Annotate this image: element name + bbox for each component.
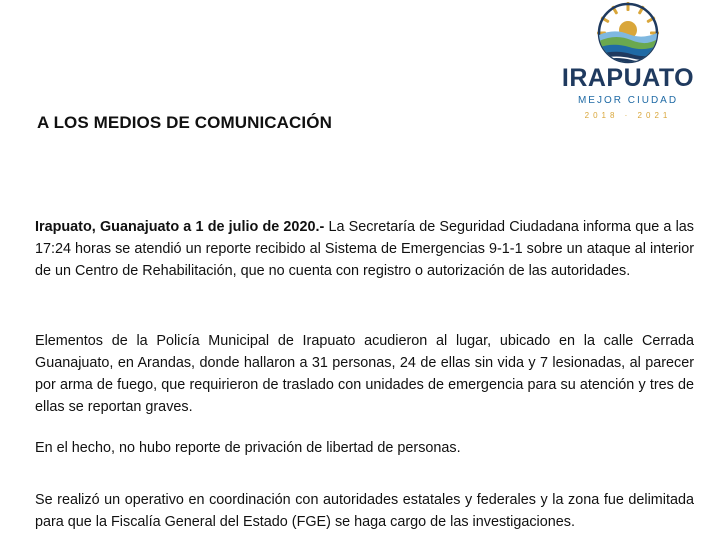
paragraph-police-response: Elementos de la Policía Municipal de Irapuato acudieron al lugar, ubicado en la calle Cerrada Guanajuato, en Arandas, donde hallaron a 31 personas, 24 de ellas sin vida y 7 lesionadas, al parecer por arma de fuego, que requirieron de traslado con unidades de emergencia para su atención y tres de ellas se reportan graves. [35,333,694,415]
irapuato-logo [548,0,708,126]
page-heading: A LOS MEDIOS DE COMUNICACIÓN [37,113,332,132]
paragraph-intro-text: La Secretaría de Seguridad Ciudadana informa que a las 17:24 horas se atendió un reporte recibido al Sistema de Emergencias 9-1-1 sobre un ataque al interior de un Centro de Rehabilitación, que no cuenta con registro o autorización de las autoridades. [35,219,694,279]
logo-years: 2018 · 2021 [584,111,672,120]
logo-city-name: IRAPUATO [561,64,695,92]
logo-tagline: MEJOR CIUDAD [577,95,679,106]
paragraph-lead-dateline: Irapuato, Guanajuato a 1 de julio de 2020.- [35,219,325,235]
sun-landscape-icon [593,0,663,66]
paragraph-intro [35,216,694,282]
paragraph-no-kidnapping: En el hecho, no hubo reporte de privación de libertad de personas. [35,440,461,456]
paragraph-operation: Se realizó un operativo en coordinación con autoridades estatales y federales y la zona fue delimitada para que la Fiscalía General del Estado (FGE) se haga cargo de las investigaciones. [35,492,694,530]
